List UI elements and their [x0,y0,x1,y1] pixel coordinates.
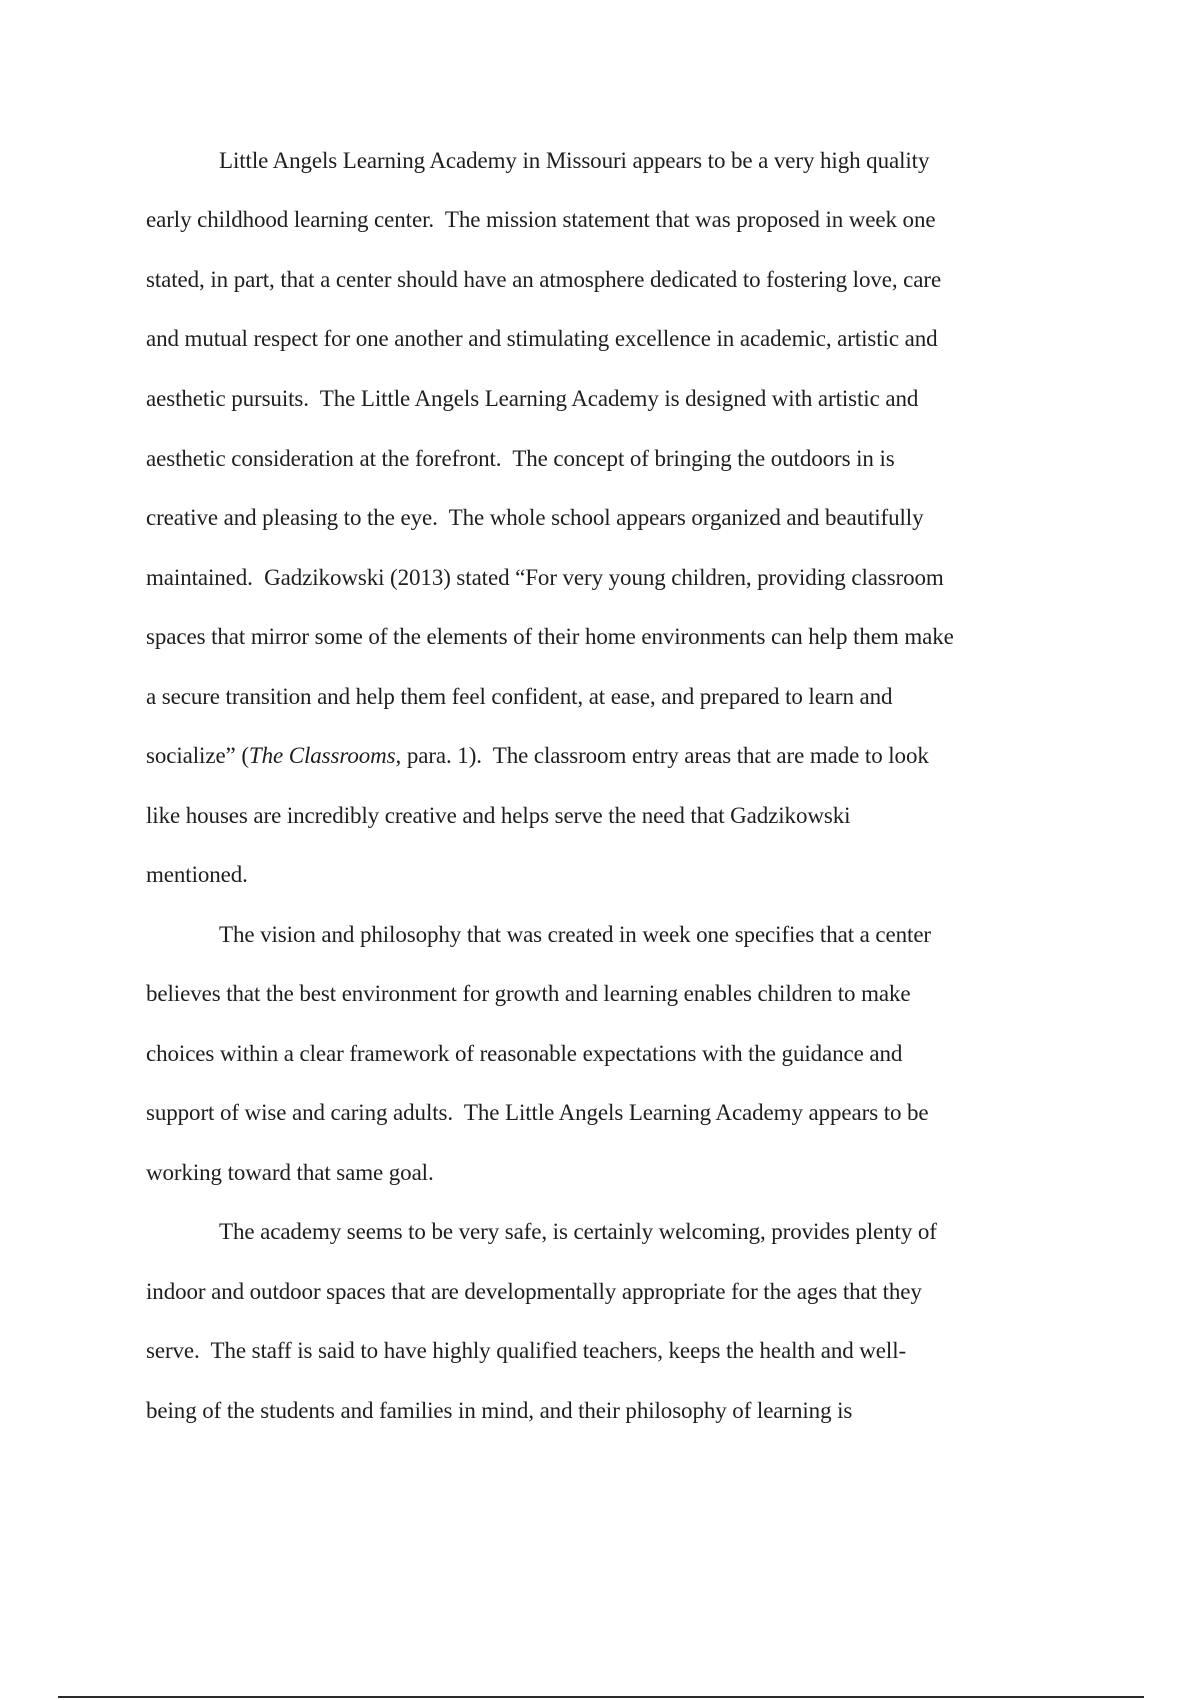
paragraph-2-line-5: working toward that same goal. [146,1160,434,1185]
paragraph-1-line-3: stated, in part, that a center should have an atmosphere dedicated to fostering love, care [146,267,942,292]
paragraph-3-line-4: being of the students and families in mind, and their philosophy of learning is [146,1398,853,1423]
paragraph-1-line-13: mentioned. [146,862,248,887]
paragraph-1-line-5: aesthetic pursuits. The Little Angels Learning Academy is designed with artistic and [146,386,919,411]
paragraph-1-line-1: Little Angels Learning Academy in Missouri appears to be a very high quality [219,148,930,173]
paragraph-1-line-4: and mutual respect for one another and stimulating excellence in academic, artistic and [146,326,938,351]
paragraph-2-line-3: choices within a clear framework of reasonable expectations with the guidance and [146,1041,903,1066]
page-bottom-rule [58,1696,1144,1698]
paragraph-3-line-1: The academy seems to be very safe, is certainly welcoming, provides plenty of [219,1219,937,1244]
paragraph-1-line-8: maintained. Gadzikowski (2013) stated “For very young children, providing classroom [146,565,944,590]
paragraph-1-line-2: early childhood learning center. The mission statement that was proposed in week one [146,207,936,232]
paragraph-1-line-9: spaces that mirror some of the elements of their home environments can help them make [146,624,954,649]
citation-prefix: socialize” ( [146,743,249,768]
citation-suffix: , para. 1). The classroom entry areas that are made to look [395,743,929,768]
paragraph-2-line-1: The vision and philosophy that was created in week one specifies that a center [219,922,931,947]
paragraph-3-line-3: serve. The staff is said to have highly qualified teachers, keeps the health and well- [146,1338,907,1363]
citation-title: The Classrooms [248,743,396,768]
paragraph-1-line-6: aesthetic consideration at the forefront. The concept of bringing the outdoors in is [146,446,895,471]
paragraph-3-line-2: indoor and outdoor spaces that are developmentally appropriate for the ages that they [146,1279,922,1304]
paragraph-1-line-12: like houses are incredibly creative and helps serve the need that Gadzikowski [146,803,851,828]
paragraph-2-line-4: support of wise and caring adults. The Little Angels Learning Academy appears to be [146,1100,929,1125]
paragraph-2-line-2: believes that the best environment for growth and learning enables children to make [146,981,911,1006]
paragraph-1-line-10: a secure transition and help them feel confident, at ease, and prepared to learn and [146,684,893,709]
paragraph-1-line-7: creative and pleasing to the eye. The whole school appears organized and beautifully [146,505,924,530]
paragraph-1-citation-line [146,744,929,767]
